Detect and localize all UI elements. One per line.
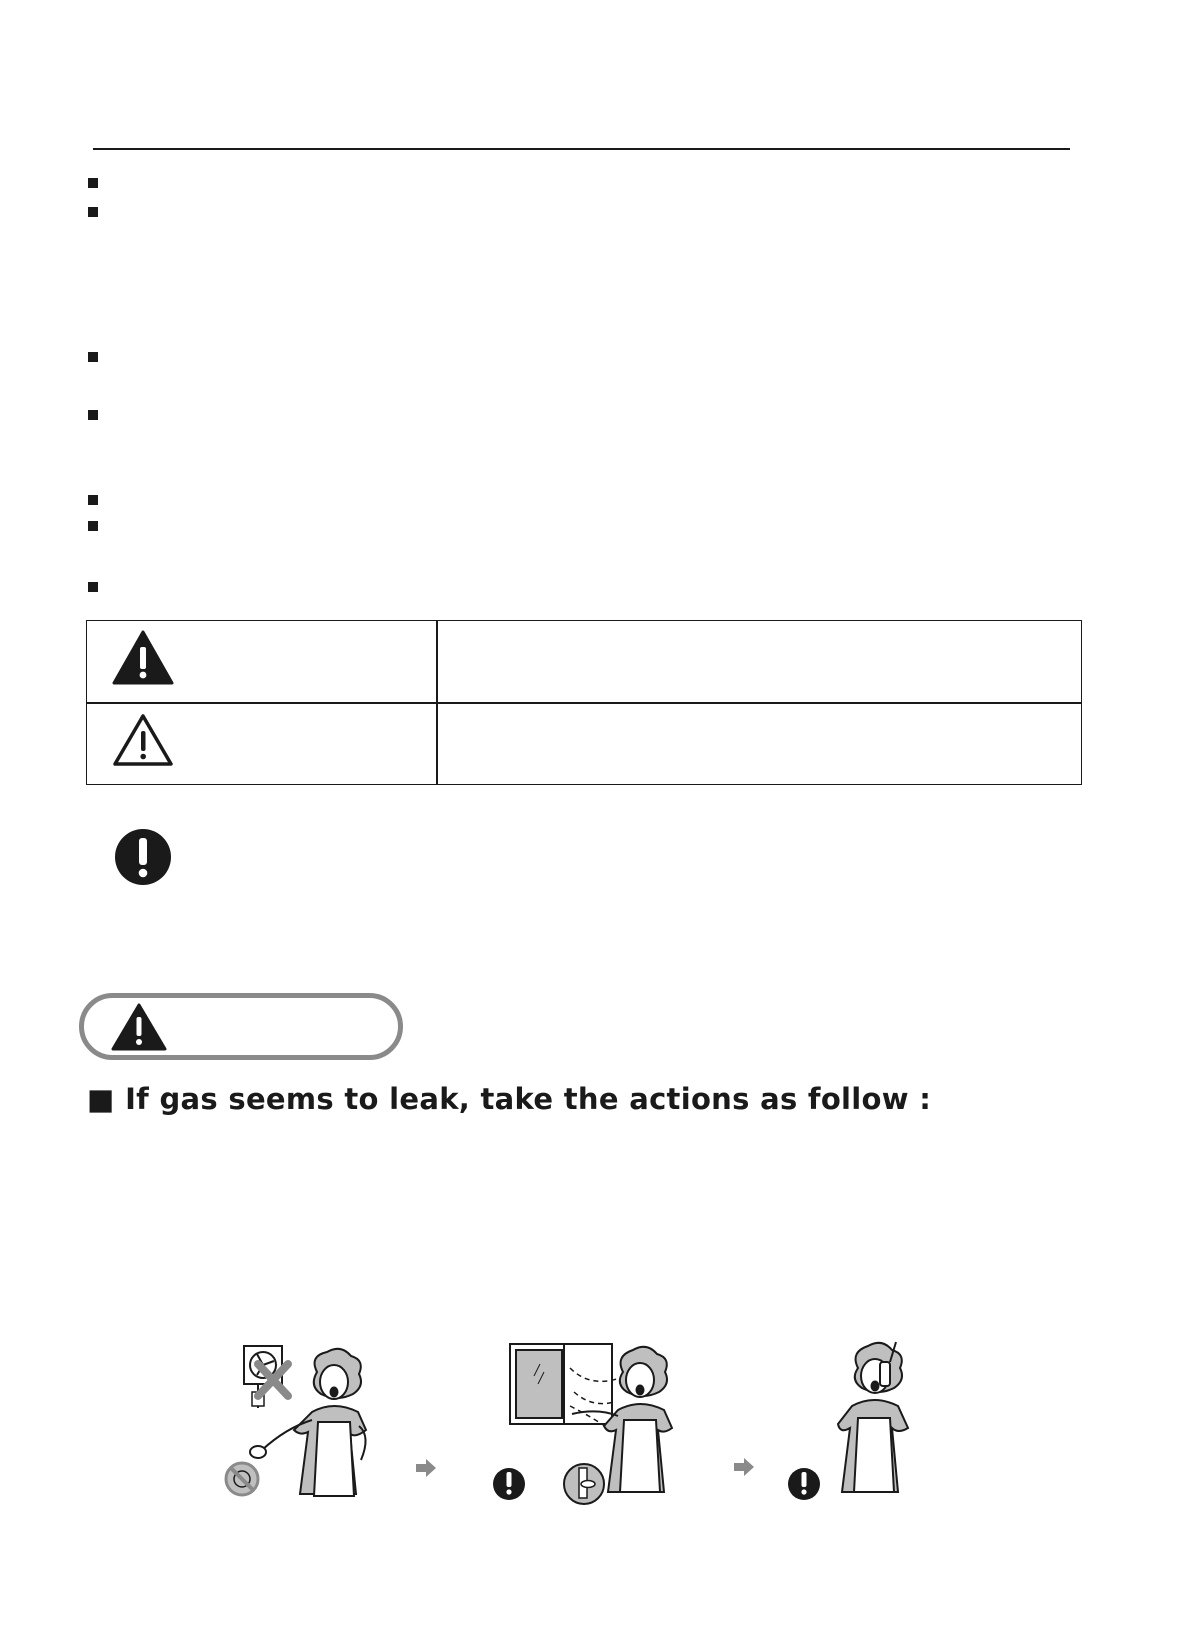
symbol-legend-table [86,620,1082,785]
woman-on-phone-figure [838,1342,908,1492]
warning-banner [79,993,403,1060]
bullet-marker [88,582,98,592]
mandatory-exclamation-circle-icon [113,827,173,887]
bullet-marker [88,178,98,188]
warning-solid-triangle-icon [110,1002,168,1052]
bullet-marker [88,352,98,362]
bullet-marker [88,495,98,505]
mandatory-exclamation-circle-icon [493,1468,525,1500]
warning-solid-triangle-icon [111,629,175,687]
phone-icon [880,1362,890,1386]
bullet-marker [88,521,98,531]
step2-illustration [490,1336,700,1511]
mandatory-exclamation-circle-icon [788,1468,820,1500]
gas-leak-heading: ■ If gas seems to leak, take the actions as follow : [87,1082,932,1116]
gas-valve-icon [564,1464,604,1504]
header-rule [93,148,1070,150]
bullet-marker [88,207,98,217]
step1-illustration [222,1342,402,1507]
arrow-right-icon [734,1458,754,1476]
step3-illustration [786,1338,926,1508]
bullet-marker [88,410,98,420]
caution-outline-triangle-icon [111,711,175,769]
no-ventilation-fan-prohibition-icon [226,1463,258,1495]
arrow-right-icon [416,1459,436,1477]
